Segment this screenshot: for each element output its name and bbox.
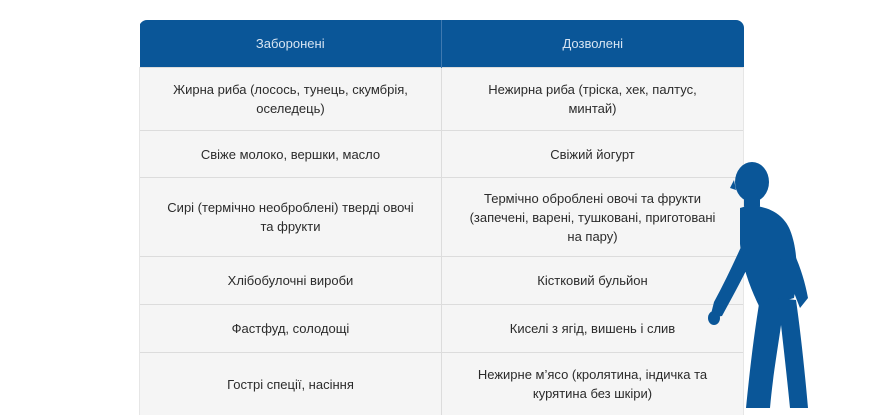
allowed-cell: Термічно оброблені овочі та фрукти (запечені, варені, тушковані, приготовані на пару) <box>442 178 744 257</box>
table-row <box>140 353 744 415</box>
allowed-cell: Киселі з ягід, вишень і слив <box>442 305 744 353</box>
table-row <box>140 305 744 353</box>
diet-table-container <box>139 20 744 415</box>
forbidden-cell: Хлібобулочні вироби <box>140 257 442 305</box>
header-forbidden: Заборонені <box>140 20 442 68</box>
allowed-cell: Нежирна риба (тріска, хек, палтус, минтай) <box>442 68 744 131</box>
diet-table <box>139 20 744 415</box>
forbidden-cell: Жирна риба (лосось, тунець, скумбрія, оселедець) <box>140 68 442 131</box>
forbidden-cell: Фастфуд, солодощі <box>140 305 442 353</box>
forbidden-cell: Гострі спеції, насіння <box>140 353 442 415</box>
header-allowed: Дозволені <box>442 20 744 68</box>
allowed-cell: Кістковий бульйон <box>442 257 744 305</box>
table-row <box>140 131 744 178</box>
table-row <box>140 178 744 257</box>
table-row <box>140 68 744 131</box>
forbidden-cell: Сирі (термічно необроблені) тверді овочі та фрукти <box>140 178 442 257</box>
walking-person-icon <box>700 158 815 408</box>
allowed-cell: Нежирне м’ясо (кролятина, індичка та курятина без шкіри) <box>442 353 744 415</box>
table-header-row <box>140 20 744 68</box>
table-row <box>140 257 744 305</box>
allowed-cell: Свіжий йогурт <box>442 131 744 178</box>
forbidden-cell: Свіже молоко, вершки, масло <box>140 131 442 178</box>
